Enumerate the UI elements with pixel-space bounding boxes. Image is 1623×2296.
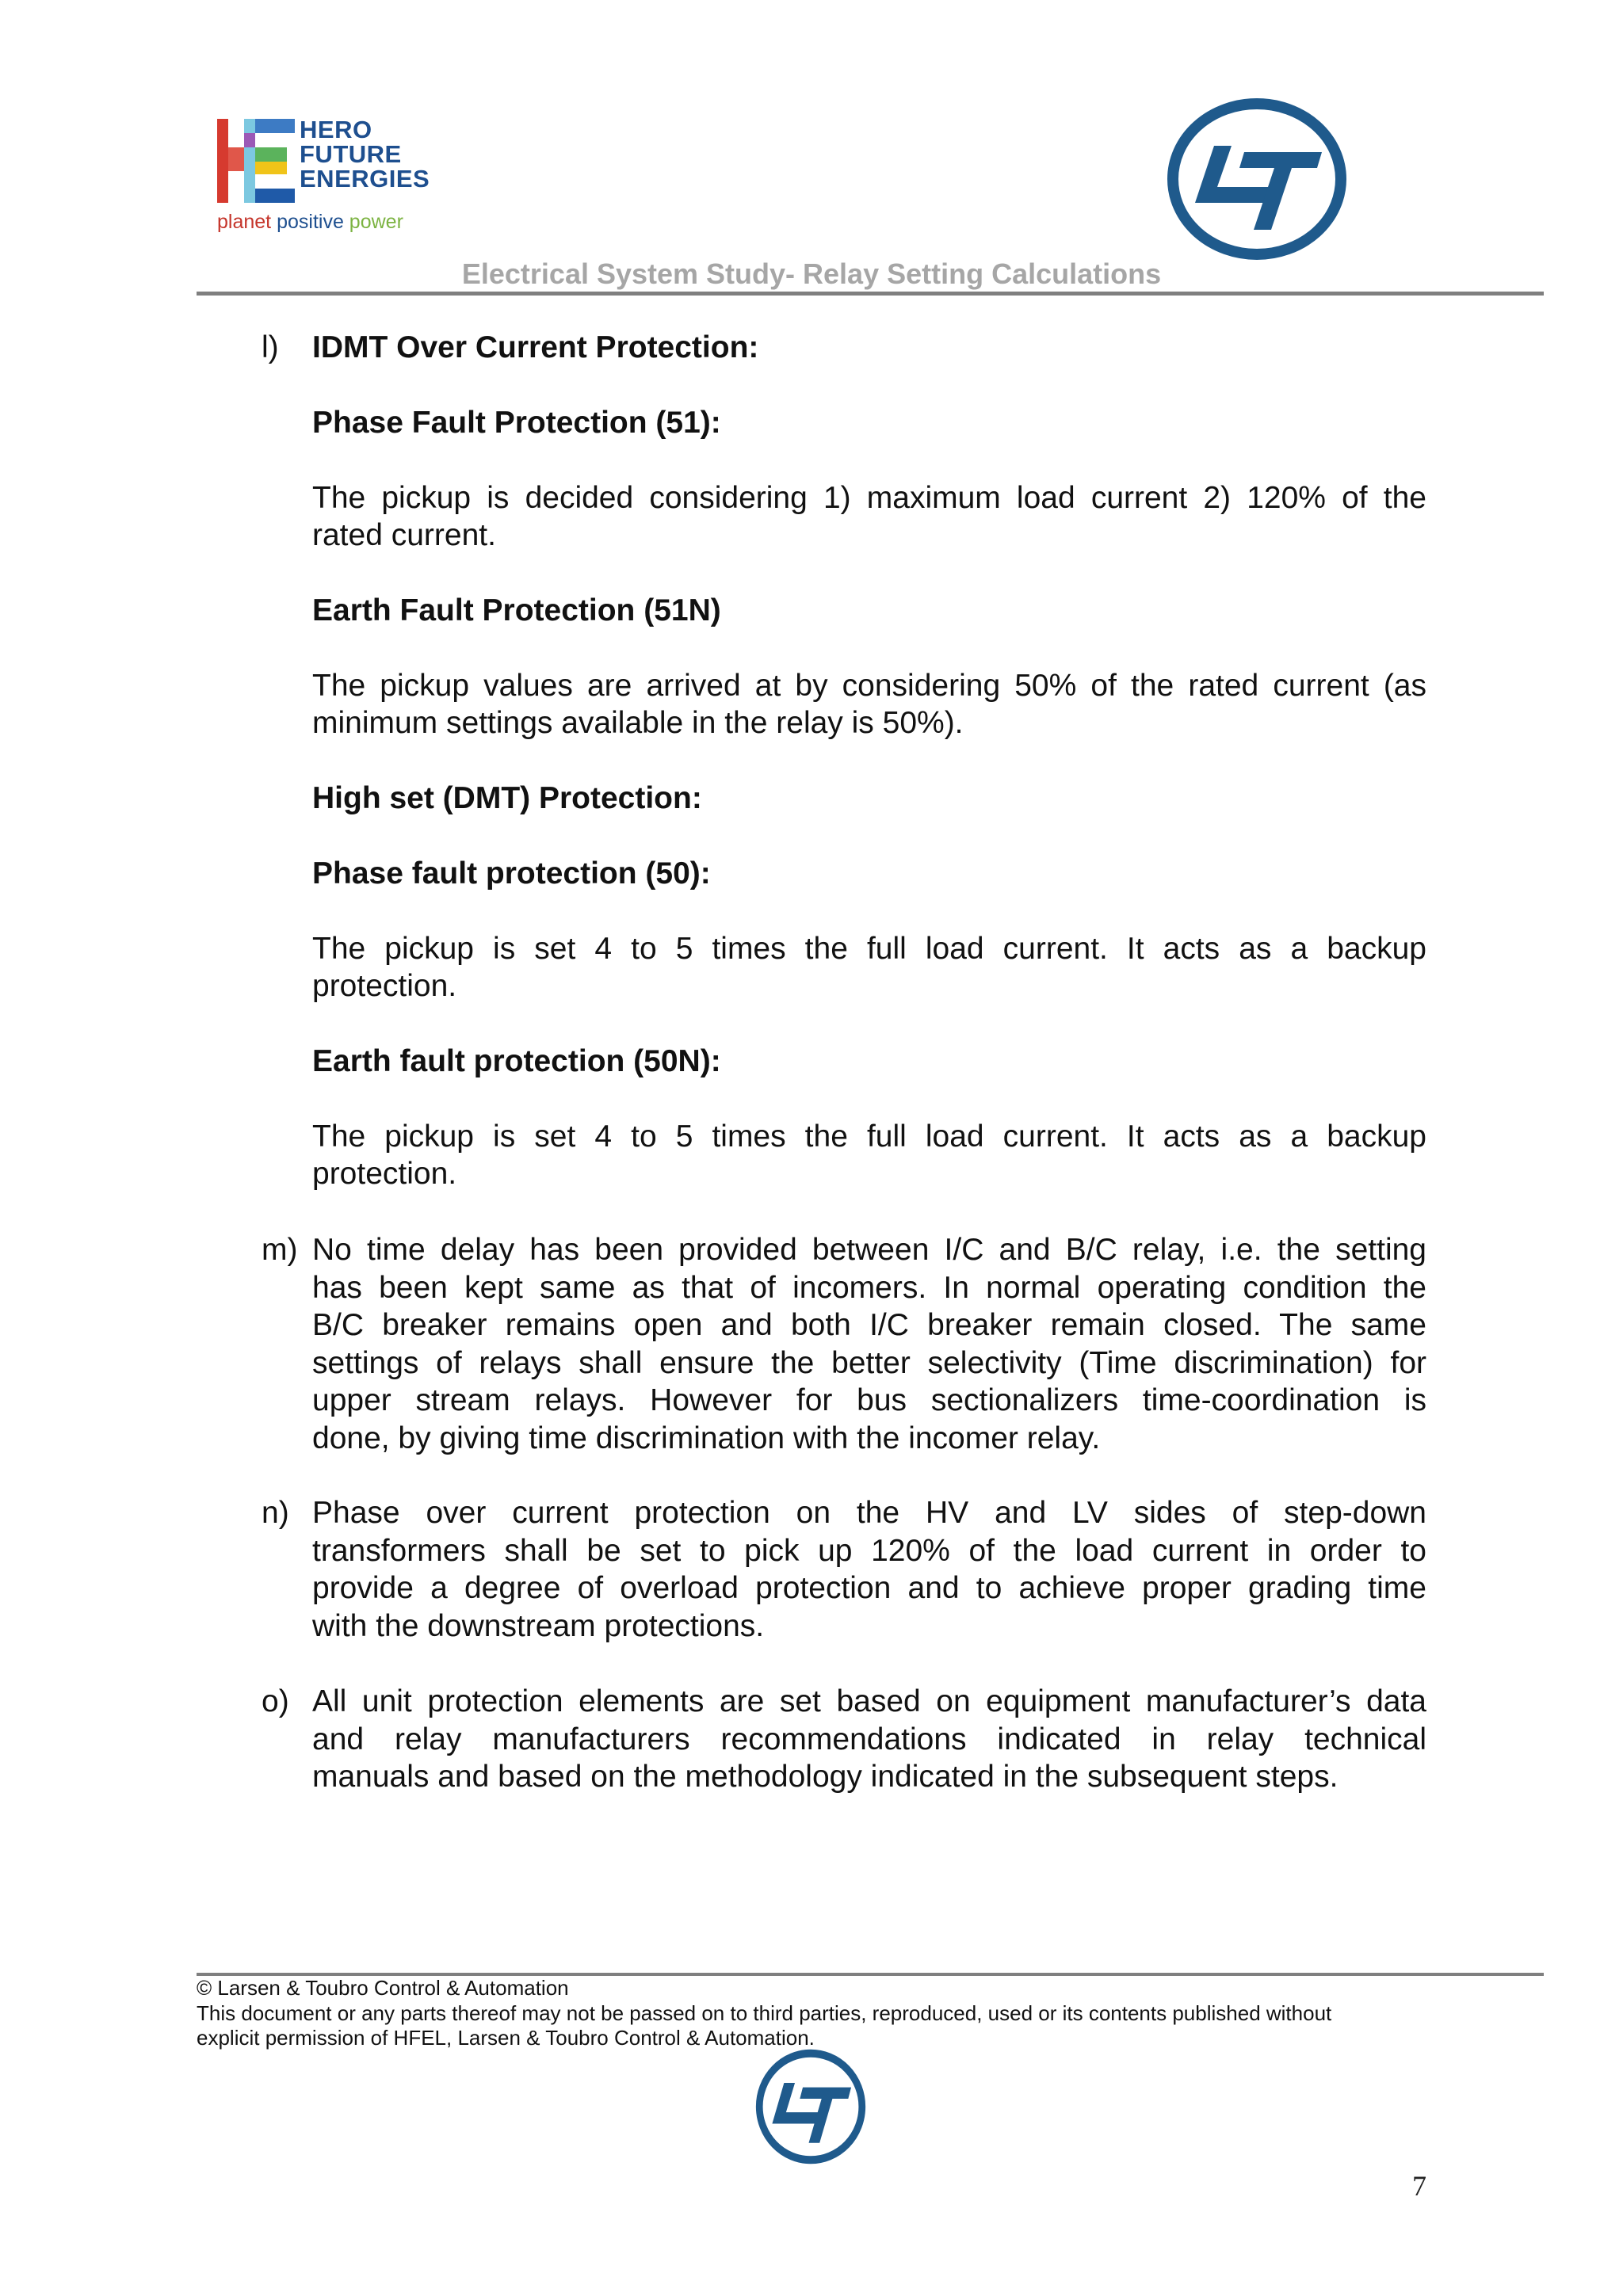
header-divider <box>197 292 1544 296</box>
list-marker: o) <box>262 1684 289 1718</box>
footer-copyright: © Larsen & Toubro Control & Automation <box>197 1976 569 2000</box>
tagline-planet: planet <box>217 211 272 233</box>
hfe-logo-wordmark <box>300 117 430 191</box>
paragraph-line: All unit protection elements are set based on equipment manufacturer’s data <box>312 1684 1426 1718</box>
paragraph-line: The pickup is set 4 to 5 times the full load current. It acts as a backup <box>312 1119 1426 1154</box>
footer-notice-line: explicit permission of HFEL, Larsen & Toubro Control & Automation. <box>197 2026 815 2050</box>
paragraph-line: transformers shall be set to pick up 120% of the load current in order to <box>312 1533 1426 1568</box>
paragraph-line: settings of relays shall ensure the better selectivity (Time discrimination) for <box>312 1345 1426 1380</box>
list-marker: m) <box>262 1233 298 1267</box>
hfe-logo-line1: HERO <box>300 116 372 143</box>
hfe-logo-tagline <box>217 211 403 234</box>
hfe-logo-line3: ENERGIES <box>300 165 430 193</box>
list-marker: n) <box>262 1496 289 1530</box>
list-marker: l) <box>262 330 279 364</box>
paragraph-line: The pickup is set 4 to 5 times the full load current. It acts as a backup <box>312 932 1426 966</box>
lt-logo-icon <box>1167 98 1347 260</box>
paragraph-line: B/C breaker remains open and both I/C breaker remain closed. The same <box>312 1308 1426 1342</box>
footer-notice <box>197 1976 1433 2051</box>
paragraph-line: No time delay has been provided between I/C and B/C relay, i.e. the setting <box>312 1233 1426 1267</box>
paragraph-line: The pickup values are arrived at by considering 50% of the rated current (as <box>312 669 1426 703</box>
document-title: Electrical System Study- Relay Setting Calculations <box>461 257 1162 290</box>
subsection-heading: Earth fault protection (50N): <box>312 1044 721 1078</box>
paragraph-line: rated current. <box>312 518 496 552</box>
section-heading: IDMT Over Current Protection: <box>312 330 759 364</box>
footer-notice-line: This document or any parts thereof may not be passed on to third parties, reproduced, used or its contents published without <box>197 2000 1332 2025</box>
paragraph-line: protection. <box>312 1157 457 1191</box>
subsection-heading: Phase fault protection (50): <box>312 856 711 891</box>
paragraph-line: minimum settings available in the relay is 50%). <box>312 706 964 740</box>
paragraph-line: The pickup is decided considering 1) maximum load current 2) 120% of the <box>312 481 1426 515</box>
subsection-heading: Phase Fault Protection (51): <box>312 406 721 440</box>
paragraph-line: protection. <box>312 969 457 1003</box>
page-number: 7 <box>1412 2170 1426 2202</box>
tagline-positive: positive <box>277 211 344 233</box>
paragraph-line: manuals and based on the methodology indicated in the subsequent steps. <box>312 1760 1338 1794</box>
subsection-heading: High set (DMT) Protection: <box>312 781 702 815</box>
paragraph-line: done, by giving time discrimination with the incomer relay. <box>312 1421 1101 1455</box>
paragraph-line: has been kept same as that of incomers. In normal operating condition the <box>312 1270 1426 1305</box>
subsection-heading: Earth Fault Protection (51N) <box>312 593 721 627</box>
paragraph-line: and relay manufacturers recommendations indicated in relay technical <box>312 1722 1426 1756</box>
hero-future-energies-logo <box>217 116 431 246</box>
hfe-logo-line2: FUTURE <box>300 140 402 168</box>
hfe-logo-mark <box>217 119 295 203</box>
paragraph-line: provide a degree of overload protection and to achieve proper grading time <box>312 1571 1426 1605</box>
tagline-power: power <box>349 211 403 233</box>
lt-logo-footer-icon <box>754 2049 867 2164</box>
paragraph-line: Phase over current protection on the HV and LV sides of step-down <box>312 1496 1426 1530</box>
paragraph-line: upper stream relays. However for bus sectionalizers time-coordination is <box>312 1383 1426 1417</box>
paragraph-line: with the downstream protections. <box>312 1608 765 1643</box>
